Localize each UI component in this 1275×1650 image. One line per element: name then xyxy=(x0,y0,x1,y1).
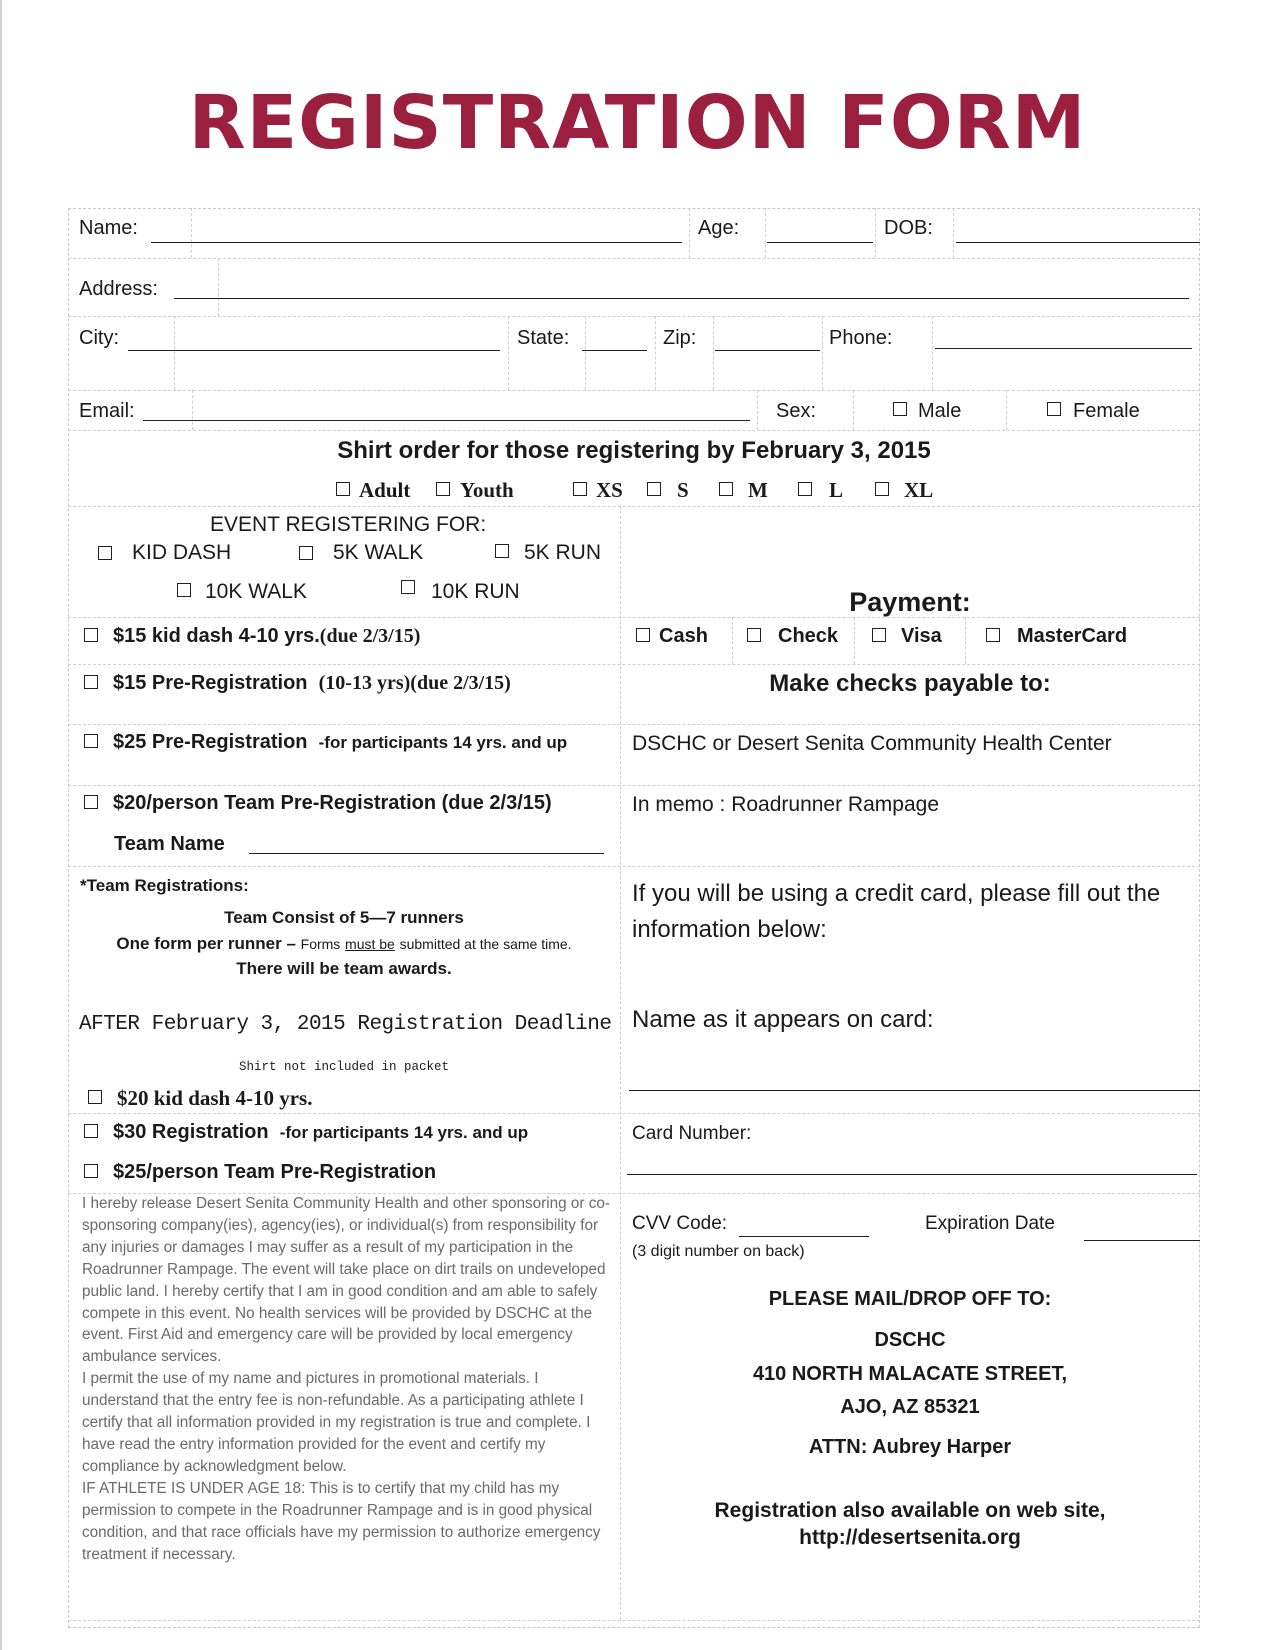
shirt-s-checkbox[interactable] xyxy=(647,482,661,496)
grid-line xyxy=(68,506,1200,507)
grid-line xyxy=(508,316,509,390)
shirt-l-label: L xyxy=(829,478,844,502)
grid-line xyxy=(68,617,1200,618)
shirt-xs-label: XS xyxy=(596,478,623,502)
late-registration-checkbox[interactable] xyxy=(84,1124,98,1138)
shirt-m-label: M xyxy=(748,478,768,502)
grid-line xyxy=(932,316,933,390)
waiver-release: I hereby release Desert Senita Community Health and other sponsoring or co-sponsoring company(ies), agency(ies), or individual(s) from responsibility for any injuries or damages I may suffer as a result of my participation in the Roadrunner Rampage. The event will take place on dirt trails on undeveloped public land. I hereby certify that I am in good condition and am able to safely compete in this event. No health services will be provided by DSCHC at the event. First Aid and emergency care will be provided by local emergency ambulance services. xyxy=(82,1195,611,1366)
female-checkbox[interactable] xyxy=(1047,402,1061,416)
grid-line xyxy=(822,316,823,390)
grid-line xyxy=(713,316,714,390)
zip-field[interactable] xyxy=(715,350,820,351)
team-name-label: Team Name xyxy=(114,833,225,855)
fee-pre-reg-adult-note: -for participants 14 yrs. and up xyxy=(318,733,568,752)
pay-mastercard-checkbox[interactable] xyxy=(986,628,1000,642)
fee-pre-reg-adult-checkbox[interactable] xyxy=(84,734,98,748)
pay-cash-label: Cash xyxy=(659,625,708,647)
grid-line xyxy=(68,664,1200,665)
grid-line xyxy=(965,617,966,664)
state-label: State: xyxy=(517,327,570,349)
zip-label: Zip: xyxy=(663,327,697,349)
fee-pre-reg-youth-label xyxy=(113,671,511,695)
late-kid-dash-checkbox[interactable] xyxy=(88,1090,102,1104)
shirt-xs-checkbox[interactable] xyxy=(573,482,587,496)
grid-line xyxy=(192,390,193,430)
expiration-label: Expiration Date xyxy=(925,1213,1055,1234)
city-field[interactable] xyxy=(128,350,500,351)
web-link[interactable]: http://desertsenita.org xyxy=(799,1526,1021,1549)
age-field[interactable] xyxy=(767,242,873,243)
late-shirt-note: Shirt not included in packet xyxy=(238,1060,450,1074)
fee-kid-dash-checkbox[interactable] xyxy=(84,628,98,642)
fee-kid-dash-text: $15 kid dash 4-10 yrs. xyxy=(113,625,320,647)
grid-line xyxy=(875,208,876,258)
age-label: Age: xyxy=(698,217,740,239)
credit-card-instructions: If you will be using a credit card, please fill out the information below: xyxy=(632,880,1161,943)
late-heading: AFTER February 3, 2015 Registration Deadline xyxy=(79,1013,612,1036)
name-on-card-field[interactable] xyxy=(629,1090,1200,1091)
shirt-xl-checkbox[interactable] xyxy=(875,482,889,496)
name-on-card-label: Name as it appears on card: xyxy=(632,1006,934,1033)
grid-line xyxy=(218,258,219,316)
pay-check-label: Check xyxy=(778,625,839,647)
event-10k-run-checkbox[interactable] xyxy=(401,580,415,594)
shirt-youth-label: Youth xyxy=(460,478,514,502)
cvv-note: (3 digit number on back) xyxy=(632,1243,805,1260)
event-10k-walk-label: 10K WALK xyxy=(205,580,307,603)
grid-line xyxy=(68,390,1200,391)
mail-heading: PLEASE MAIL/DROP OFF TO: xyxy=(768,1288,1052,1310)
pay-visa-label: Visa xyxy=(901,625,942,647)
grid-line xyxy=(68,785,1200,786)
shirt-adult-label: Adult xyxy=(359,478,411,502)
team-info-heading: *Team Registrations: xyxy=(80,876,249,895)
grid-line xyxy=(853,390,854,430)
team-info-must-be: must be xyxy=(345,936,395,952)
shirt-heading: Shirt order for those registering by February 3, 2015 xyxy=(337,437,931,464)
pay-cash-checkbox[interactable] xyxy=(636,628,650,642)
shirt-l-checkbox[interactable] xyxy=(798,482,812,496)
fee-team-label: $20/person Team Pre-Registration (due 2/3/15) xyxy=(113,792,552,814)
expiration-field[interactable] xyxy=(1084,1240,1200,1241)
shirt-xl-label: XL xyxy=(904,478,934,502)
form-title: REGISTRATION FORM xyxy=(188,80,1087,166)
fee-kid-dash-label xyxy=(113,624,420,648)
waiver-minor: IF ATHLETE IS UNDER AGE 18: This is to certify that my child has my permission to compete in the Roadrunner Rampage and is in good physical condition, and that race officials have my permission to authorize emergency treatment if necessary. xyxy=(82,1479,601,1563)
pay-mastercard-label: MasterCard xyxy=(1017,625,1128,647)
event-5k-run-label: 5K RUN xyxy=(524,541,602,564)
grid-line xyxy=(174,316,175,390)
dob-label: DOB: xyxy=(884,217,933,239)
grid-line xyxy=(689,208,690,258)
team-info-awards: There will be team awards. xyxy=(236,959,452,978)
address-field[interactable] xyxy=(174,298,1189,299)
waiver-permission: I permit the use of my name and pictures in promotional materials. I understand that the entry fee is non-refundable. As a participating athlete I certify that all information provided in my registration is true and complete. I have read the entry information provided for the event and certify my compliance by acknowledgment below. xyxy=(82,1370,591,1475)
mail-org: DSCHC xyxy=(874,1329,946,1351)
checks-payee: DSCHC or Desert Senita Community Health Center xyxy=(632,732,1112,755)
cvv-field[interactable] xyxy=(739,1236,869,1237)
mail-city: AJO, AZ 85321 xyxy=(840,1396,980,1418)
page-edge-rule xyxy=(0,0,2,1650)
female-label: Female xyxy=(1073,400,1140,422)
late-team-label: $25/person Team Pre-Registration xyxy=(113,1161,437,1183)
shirt-adult-checkbox[interactable] xyxy=(336,482,350,496)
male-label: Male xyxy=(918,400,962,422)
late-registration-text: $30 Registration xyxy=(113,1121,269,1143)
team-info-one-form-bold: One form per runner – xyxy=(116,934,296,953)
payment-heading: Payment: xyxy=(849,587,971,617)
pay-check-checkbox[interactable] xyxy=(747,628,761,642)
email-field[interactable] xyxy=(143,420,750,421)
shirt-m-checkbox[interactable] xyxy=(719,482,733,496)
event-5k-walk-label: 5K WALK xyxy=(333,541,424,564)
events-heading: EVENT REGISTERING FOR: xyxy=(210,513,487,536)
grid-line xyxy=(757,390,758,430)
team-name-field[interactable] xyxy=(249,853,604,854)
mail-attn: ATTN: Aubrey Harper xyxy=(808,1436,1012,1458)
fee-pre-reg-youth-due: (10-13 yrs)(due 2/3/15) xyxy=(318,672,511,694)
card-number-field[interactable] xyxy=(627,1174,1197,1175)
event-5k-walk-checkbox[interactable] xyxy=(299,546,313,560)
event-kid-dash-checkbox[interactable] xyxy=(98,546,112,560)
fee-pre-reg-adult-label xyxy=(113,730,567,755)
cvv-label: CVV Code: xyxy=(632,1213,728,1234)
email-label: Email: xyxy=(79,400,135,422)
fee-team-checkbox[interactable] xyxy=(84,795,98,809)
name-field[interactable] xyxy=(151,242,682,243)
fee-pre-reg-youth-checkbox[interactable] xyxy=(84,675,98,689)
late-team-checkbox[interactable] xyxy=(84,1164,98,1178)
sex-label: Sex: xyxy=(776,400,817,422)
grid-line xyxy=(68,724,1200,725)
grid-line xyxy=(68,316,1200,317)
fee-pre-reg-youth-text: $15 Pre-Registration xyxy=(113,672,308,694)
mail-street: 410 NORTH MALACATE STREET, xyxy=(752,1363,1068,1385)
event-5k-run-checkbox[interactable] xyxy=(495,544,509,558)
grid-line xyxy=(68,1620,1200,1621)
card-number-label: Card Number: xyxy=(632,1123,752,1144)
late-kid-dash-label: $20 kid dash 4-10 yrs. xyxy=(117,1086,313,1110)
team-info-same-time: submitted at the same time. xyxy=(399,936,572,952)
team-info-one-form xyxy=(68,932,620,956)
checks-heading: Make checks payable to: xyxy=(769,670,1051,697)
grid-line xyxy=(655,316,656,390)
checks-memo: In memo : Roadrunner Rampage xyxy=(632,793,939,816)
grid-line xyxy=(68,258,1200,259)
phone-label: Phone: xyxy=(829,327,893,349)
city-label: City: xyxy=(79,327,119,349)
shirt-s-label: S xyxy=(677,478,689,502)
shirt-youth-checkbox[interactable] xyxy=(436,482,450,496)
late-registration-label xyxy=(113,1120,528,1145)
grid-line xyxy=(1006,390,1007,430)
late-registration-note: -for participants 14 yrs. and up xyxy=(279,1123,529,1142)
event-kid-dash-label: KID DASH xyxy=(132,541,232,564)
grid-line xyxy=(765,208,766,258)
grid-line xyxy=(854,617,855,664)
dob-field[interactable] xyxy=(956,242,1200,243)
event-10k-run-label: 10K RUN xyxy=(431,580,520,603)
grid-line xyxy=(953,208,954,258)
waiver-text xyxy=(82,1193,612,1565)
name-label: Name: xyxy=(79,217,138,239)
grid-line xyxy=(68,866,1200,867)
grid-line xyxy=(585,316,586,390)
team-info-forms: Forms xyxy=(300,936,341,952)
phone-field[interactable] xyxy=(935,348,1192,349)
grid-line xyxy=(732,617,733,664)
fee-pre-reg-adult-text: $25 Pre-Registration xyxy=(113,731,308,753)
grid-line xyxy=(191,208,192,258)
male-checkbox[interactable] xyxy=(893,402,907,416)
grid-line xyxy=(68,1113,1200,1114)
event-10k-walk-checkbox[interactable] xyxy=(177,583,191,597)
address-label: Address: xyxy=(79,278,158,300)
fee-kid-dash-due: (due 2/3/15) xyxy=(319,625,421,647)
team-info-size: Team Consist of 5—7 runners xyxy=(224,908,464,927)
grid-line xyxy=(68,430,1200,431)
state-field[interactable] xyxy=(582,350,647,351)
web-note: Registration also available on web site, xyxy=(714,1499,1106,1522)
pay-visa-checkbox[interactable] xyxy=(872,628,886,642)
